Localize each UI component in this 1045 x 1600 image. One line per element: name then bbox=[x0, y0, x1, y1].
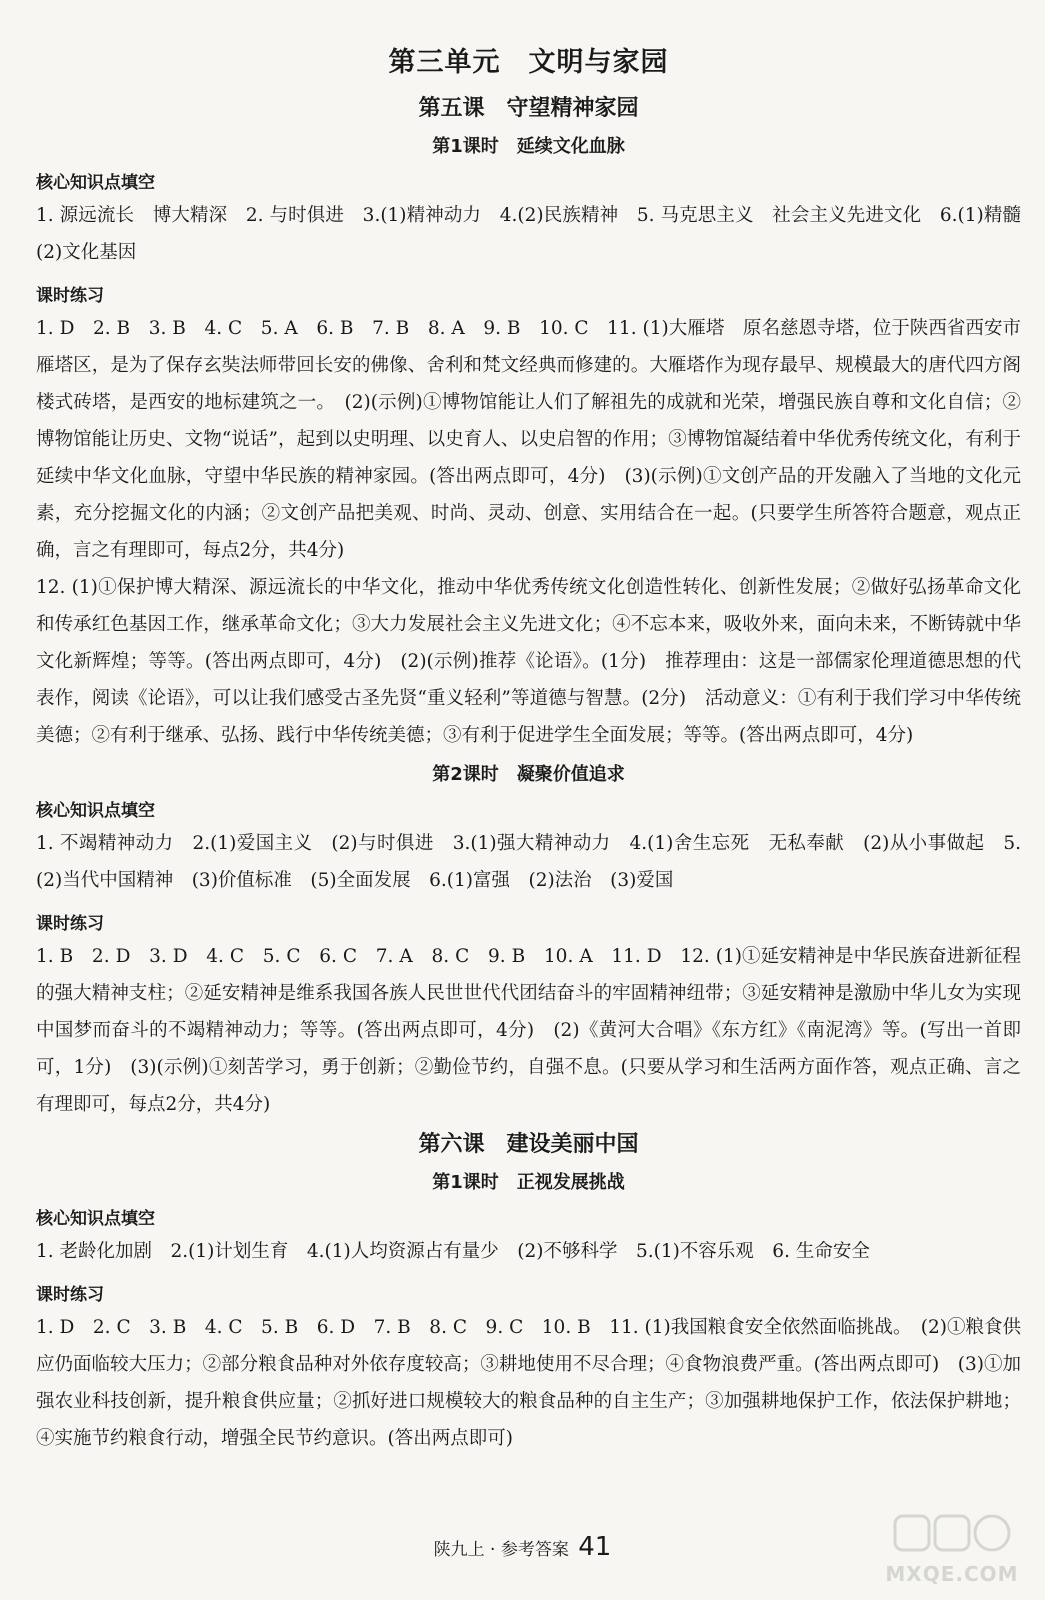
core-knowledge-label: 核心知识点填空 bbox=[36, 801, 155, 821]
core-knowledge-label: 核心知识点填空 bbox=[36, 173, 155, 193]
practice-label: 课时练习 bbox=[36, 914, 104, 934]
watermark-text: MXQE.COM bbox=[885, 1562, 1019, 1586]
core-knowledge-answers: 1. 源远流长 博大精深 2. 与时俱进 3.(1)精神动力 4.(2)民族精神 5. 马克思主义 社会主义先进文化 6.(1)精髓 (2)文化基因 bbox=[36, 205, 1040, 263]
core-knowledge-answers: 1. 老龄化加剧 2.(1)计划生育 4.(1)人均资源占有量少 (2)不够科学 5.(1)不容乐观 6. 生命安全 bbox=[36, 1241, 870, 1262]
lesson-5-period-1-title: 第1课时 延续文化血脉 bbox=[432, 136, 625, 157]
page-number: 41 bbox=[578, 1532, 612, 1562]
core-knowledge-label: 核心知识点填空 bbox=[36, 1209, 155, 1229]
lesson-5-title: 第五课 守望精神家园 bbox=[418, 96, 639, 121]
lesson-6-period-1-title: 第1课时 正视发展挑战 bbox=[432, 1172, 625, 1193]
unit-title: 第三单元 文明与家园 bbox=[388, 47, 669, 78]
practice-answers: 1. D 2. C 3. B 4. C 5. B 6. D 7. B 8. C 9. C 10. B 11. (1)我国粮食安全依然面临挑战。 (2)①粮食供应仍面临较大压力；②部分粮食品种对外依存度较高；③耕地使用不尽合理；④食物浪费严重。(答出两点即可) (3)①加强农业科技创新，提升粮食供应量；②抓好进口规模较大的粮食品种的自主生产；③加强耕地保护工作，依法保护耕地；④实施节约粮食行动，增强全民节约意识。(答出两点即可) bbox=[36, 1317, 1021, 1449]
answer-page bbox=[36, 40, 1040, 1457]
practice-answers-q12: 12. (1)①保护博大精深、源远流长的中华文化，推动中华优秀传统文化创造性转化、创新性发展；②做好弘扬革命文化和传承红色基因工作，继承革命文化；③大力发展社会主义先进文化；④不忘本来，吸收外来，面向未来，不断铸就中华文化新辉煌；等等。(答出两点即可，4分) (2)(示例)推荐《论语》。(1分) 推荐理由：这是一部儒家伦理道德思想的代表作，阅读《论语》，可以让我们感受古圣先贤“重义轻利”等道德与智慧。(2分) 活动意义：①有利于我们学习中华传统美德；②有利于继承、弘扬、践行中华传统美德；③有利于促进学生全面发展；等等。(答出两点即可，4分) bbox=[36, 577, 1021, 746]
watermark-logo bbox=[877, 1510, 1027, 1590]
footer-label: 陕九上 · 参考答案 bbox=[433, 1540, 569, 1560]
practice-label: 课时练习 bbox=[36, 286, 104, 306]
lesson-6-title: 第六课 建设美丽中国 bbox=[418, 1132, 639, 1157]
practice-answers: 1. B 2. D 3. D 4. C 5. C 6. C 7. A 8. C 9. B 10. A 11. D 12. (1)①延安精神是中华民族奋进新征程的强大精神支柱；②延安精神是维系我国各族人民世世代代团结奋斗的牢固精神纽带；③延安精神是激励中华儿女为实现中国梦而奋斗的不竭精神动力；等等。(答出两点即可，4分) (2)《黄河大合唱》《东方红》《南泥湾》等。(写出一首即可，1分) (3)(示例)①刻苦学习，勇于创新；②勤俭节约，自强不息。(只要从学习和生活两方面作答，观点正确、言之有理即可，每点2分，共4分) bbox=[36, 946, 1021, 1115]
practice-label: 课时练习 bbox=[36, 1285, 104, 1305]
practice-answers: 1. D 2. B 3. B 4. C 5. A 6. B 7. B 8. A 9. B 10. C 11. (1)大雁塔 原名慈恩寺塔，位于陕西省西安市雁塔区，是为了保存玄奘法师带回长安的佛像、舍利和梵文经典而修建的。大雁塔作为现存最早、规模最大的唐代四方阁楼式砖塔，是西安的地标建筑之一。 (2)(示例)①博物馆能让人们了解祖先的成就和光荣，增强民族自尊和文化自信；②博物馆能让历史、文物“说话”，起到以史明理、以史育人、以史启智的作用；③博物馆凝结着中华优秀传统文化，有利于延续中华文化血脉，守望中华民族的精神家园。(答出两点即可，4分) (3)(示例)①文创产品的开发融入了当地的文化元素，充分挖掘文化的内涵；②文创产品把美观、时尚、灵动、创意、实用结合在一起。(只要学生所答符合题意，观点正确，言之有理即可，每点2分，共4分) bbox=[36, 318, 1021, 561]
lesson-5-period-2-title: 第2课时 凝聚价值追求 bbox=[432, 764, 625, 785]
core-knowledge-answers: 1. 不竭精神动力 2.(1)爱国主义 (2)与时俱进 3.(1)强大精神动力 4.(1)舍生忘死 无私奉献 (2)从小事做起 5.(2)当代中国精神 (3)价值标准 (5)全面发展 6.(1)富强 (2)法治 (3)爱国 bbox=[36, 833, 1021, 891]
